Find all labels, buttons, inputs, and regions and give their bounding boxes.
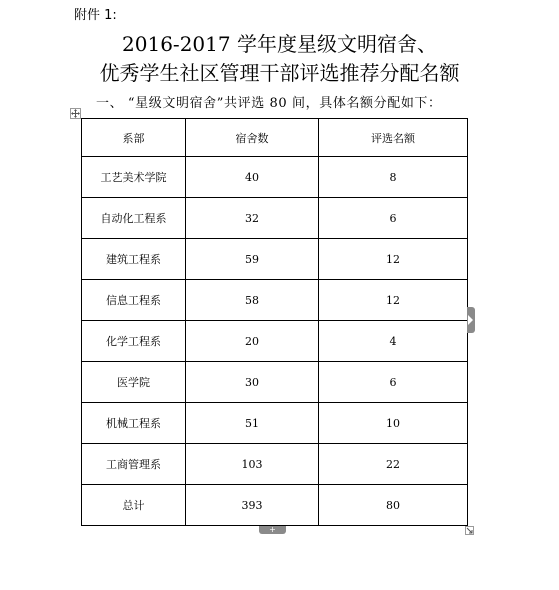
cell-total-label[interactable]: 总计 — [82, 485, 186, 526]
cell-quota[interactable]: 8 — [319, 157, 468, 198]
cell-department[interactable]: 信息工程系 — [82, 280, 186, 321]
cell-department[interactable]: 医学院 — [82, 362, 186, 403]
table-row — [82, 280, 468, 321]
cell-dorm-count[interactable]: 32 — [186, 198, 319, 239]
table-header-row — [82, 119, 468, 157]
cell-quota[interactable]: 6 — [319, 362, 468, 403]
header-dorm-count: 宿舍数 — [186, 119, 319, 157]
cell-dorm-count[interactable]: 40 — [186, 157, 319, 198]
intro-paragraph: 一、 “星级文明宿舍”共评选 80 间，具体名额分配如下： — [96, 96, 442, 111]
cell-quota[interactable]: 22 — [319, 444, 468, 485]
cell-dorm-count[interactable]: 58 — [186, 280, 319, 321]
resize-corner-icon[interactable] — [465, 526, 474, 535]
document-title-line2: 优秀学生社区管理干部评选推荐分配名额 — [99, 61, 460, 85]
cell-quota[interactable]: 6 — [319, 198, 468, 239]
table-row — [82, 198, 468, 239]
cell-quota[interactable]: 12 — [319, 239, 468, 280]
document-title-line1: 2016-2017 学年度星级文明宿舍、 — [122, 32, 437, 56]
plus-icon: + — [269, 525, 276, 534]
cell-total-dorm-count[interactable]: 393 — [186, 485, 319, 526]
cell-total-quota[interactable]: 80 — [319, 485, 468, 526]
cell-dorm-count[interactable]: 51 — [186, 403, 319, 444]
cell-dorm-count[interactable]: 59 — [186, 239, 319, 280]
cell-dorm-count[interactable]: 103 — [186, 444, 319, 485]
table-row — [82, 403, 468, 444]
cell-dorm-count[interactable]: 20 — [186, 321, 319, 362]
table-total-row — [82, 485, 468, 526]
move-cross-icon[interactable] — [70, 108, 81, 119]
table-row — [82, 157, 468, 198]
table-row — [82, 321, 468, 362]
cell-department[interactable]: 机械工程系 — [82, 403, 186, 444]
cell-quota[interactable]: 10 — [319, 403, 468, 444]
cell-department[interactable]: 工商管理系 — [82, 444, 186, 485]
cell-quota[interactable]: 12 — [319, 280, 468, 321]
cell-department[interactable]: 工艺美术学院 — [82, 157, 186, 198]
cell-quota[interactable]: 4 — [319, 321, 468, 362]
cell-department[interactable]: 建筑工程系 — [82, 239, 186, 280]
table-row — [82, 362, 468, 403]
cell-department[interactable]: 化学工程系 — [82, 321, 186, 362]
header-department: 系部 — [82, 119, 186, 157]
quota-table — [81, 118, 468, 526]
expand-right-icon[interactable] — [467, 307, 475, 333]
add-row-icon[interactable] — [259, 526, 286, 534]
table-row — [82, 239, 468, 280]
cell-department[interactable]: 自动化工程系 — [82, 198, 186, 239]
table-row — [82, 444, 468, 485]
header-quota: 评选名额 — [319, 119, 468, 157]
cell-dorm-count[interactable]: 30 — [186, 362, 319, 403]
attachment-label: 附件 1: — [74, 8, 117, 23]
arrow-right-icon — [468, 315, 473, 325]
